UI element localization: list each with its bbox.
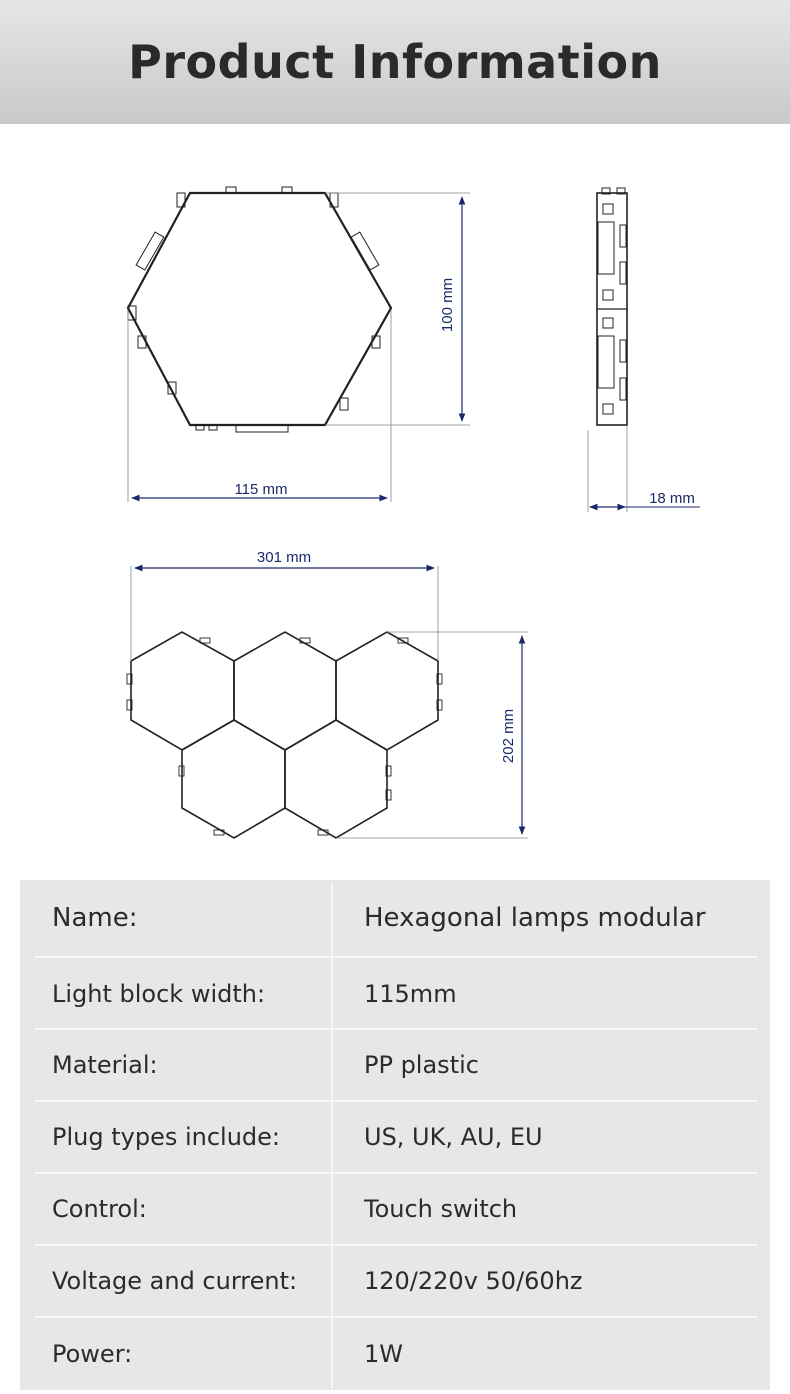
page-title: Product Information [128, 35, 662, 89]
single-width-label: 115 mm [234, 481, 288, 498]
spec-value: Touch switch [364, 1195, 518, 1223]
spec-value: PP plastic [364, 1051, 479, 1079]
spec-label: Power: [52, 1340, 133, 1368]
spec-label: Voltage and current: [52, 1267, 298, 1295]
spec-value: 120/220v 50/60hz [364, 1267, 583, 1295]
spec-label: Name: [52, 903, 138, 933]
technical-drawings [0, 124, 790, 880]
spec-row [20, 880, 770, 956]
single-height-label: 100 mm [439, 277, 456, 333]
spec-row [20, 1030, 770, 1100]
spec-row [20, 1102, 770, 1172]
spec-label: Control: [52, 1195, 147, 1223]
spec-row [20, 1174, 770, 1244]
spec-value: 115mm [364, 980, 457, 1008]
spec-value: 1W [364, 1340, 403, 1368]
spec-row [20, 1318, 770, 1390]
spec-value: US, UK, AU, EU [364, 1123, 543, 1151]
group-height-label: 202 mm [500, 708, 517, 764]
spec-label: Light block width: [52, 980, 266, 1008]
header-banner [0, 0, 790, 124]
group-width-label: 301 mm [256, 549, 312, 566]
spec-label: Plug types include: [52, 1123, 280, 1151]
spec-row [20, 958, 770, 1030]
single-hexagon-front-view [128, 187, 470, 502]
side-depth-label: 18 mm [649, 490, 695, 507]
side-view [588, 188, 627, 512]
spec-value: Hexagonal lamps modular [364, 903, 706, 933]
specifications-table [20, 880, 770, 1390]
hexagon-group-view [127, 632, 442, 838]
dimension-diagram [0, 124, 790, 880]
spec-label: Material: [52, 1051, 158, 1079]
spec-row [20, 1246, 770, 1316]
